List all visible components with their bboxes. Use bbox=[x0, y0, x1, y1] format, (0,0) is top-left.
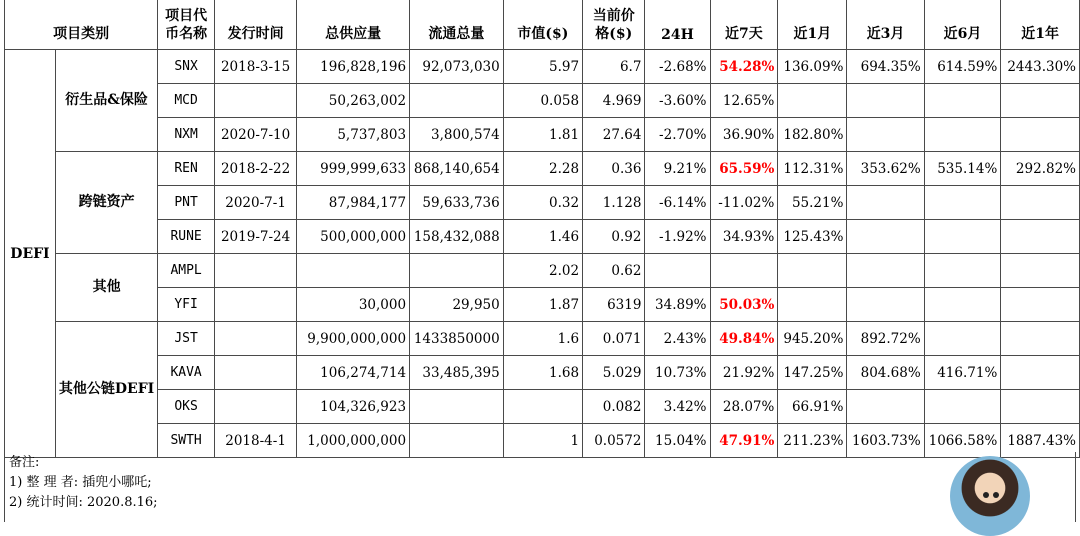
total-supply-cell: 50,263,002 bbox=[297, 84, 410, 118]
change-1y-cell bbox=[1001, 254, 1080, 288]
change-7d-cell bbox=[710, 186, 778, 220]
change-24h-cell: 9.21% bbox=[645, 152, 710, 186]
change-1m-cell: 182.80% bbox=[778, 118, 847, 152]
issue-date-cell bbox=[214, 322, 296, 356]
change-7d-cell bbox=[710, 322, 778, 356]
change-24h-cell: -6.14% bbox=[645, 186, 710, 220]
notes-title: 备注: bbox=[9, 455, 40, 470]
change-1y-cell bbox=[1001, 186, 1080, 220]
circulating-cell: 33,485,395 bbox=[410, 356, 504, 390]
group-label-cell: 其他 bbox=[55, 254, 157, 322]
price-cell: 0.36 bbox=[583, 152, 645, 186]
change-24h-cell bbox=[645, 254, 710, 288]
token-name-cell: PNT bbox=[158, 186, 215, 220]
token-name-cell: YFI bbox=[158, 288, 215, 322]
change-24h-cell: 10.73% bbox=[645, 356, 710, 390]
change-6m-cell: 535.14% bbox=[924, 152, 1001, 186]
token-name-cell: MCD bbox=[158, 84, 215, 118]
change-7d-cell bbox=[710, 118, 778, 152]
market-cap-cell: 1.46 bbox=[503, 220, 582, 254]
change-1m-cell: 55.21% bbox=[778, 186, 847, 220]
issue-date-cell bbox=[214, 390, 296, 424]
table-row bbox=[5, 390, 1080, 424]
table-row bbox=[5, 84, 1080, 118]
change-7d-value: 47.91% bbox=[719, 432, 775, 449]
change-7d-value: 65.59% bbox=[719, 160, 775, 177]
header-7d: 近7天 bbox=[710, 0, 778, 50]
group-label-cell: 衍生品&保险 bbox=[55, 50, 157, 152]
change-3m-cell bbox=[847, 220, 924, 254]
market-cap-cell: 0.058 bbox=[503, 84, 582, 118]
price-cell: 0.92 bbox=[583, 220, 645, 254]
change-7d-cell bbox=[710, 390, 778, 424]
change-7d-cell bbox=[710, 220, 778, 254]
market-cap-cell: 1.68 bbox=[503, 356, 582, 390]
change-1m-cell: 211.23% bbox=[778, 424, 847, 458]
header-total-supply: 总供应量 bbox=[297, 0, 410, 50]
change-6m-cell bbox=[924, 118, 1001, 152]
change-3m-cell: 1603.73% bbox=[847, 424, 924, 458]
change-6m-cell bbox=[924, 84, 1001, 118]
change-3m-cell bbox=[847, 390, 924, 424]
price-cell: 6319 bbox=[583, 288, 645, 322]
issue-date-cell: 2018-2-22 bbox=[214, 152, 296, 186]
issue-date-cell: 2019-7-24 bbox=[214, 220, 296, 254]
change-1m-cell bbox=[778, 254, 847, 288]
circulating-cell: 158,432,088 bbox=[410, 220, 504, 254]
total-supply-cell bbox=[297, 254, 410, 288]
change-24h-cell: 15.04% bbox=[645, 424, 710, 458]
header-market-cap: 市值($) bbox=[503, 0, 582, 50]
change-3m-cell bbox=[847, 118, 924, 152]
total-supply-cell: 87,984,177 bbox=[297, 186, 410, 220]
circulating-cell bbox=[410, 254, 504, 288]
table-row bbox=[5, 254, 1080, 288]
change-1y-cell: 292.82% bbox=[1001, 152, 1080, 186]
change-1m-cell: 125.43% bbox=[778, 220, 847, 254]
total-supply-cell: 5,737,803 bbox=[297, 118, 410, 152]
change-7d-cell bbox=[710, 50, 778, 84]
issue-date-cell: 2018-4-1 bbox=[214, 424, 296, 458]
token-name-cell: KAVA bbox=[158, 356, 215, 390]
change-6m-cell bbox=[924, 390, 1001, 424]
price-cell: 6.7 bbox=[583, 50, 645, 84]
market-cap-cell: 1 bbox=[503, 424, 582, 458]
circulating-cell: 29,950 bbox=[410, 288, 504, 322]
header-circulating: 流通总量 bbox=[410, 0, 504, 50]
change-7d-cell bbox=[710, 288, 778, 322]
change-7d-value: 36.90% bbox=[722, 126, 775, 143]
change-1y-cell bbox=[1001, 356, 1080, 390]
circulating-cell: 868,140,654 bbox=[410, 152, 504, 186]
token-name-cell: SWTH bbox=[158, 424, 215, 458]
price-cell: 0.0572 bbox=[583, 424, 645, 458]
change-24h-cell: 2.43% bbox=[645, 322, 710, 356]
change-1y-cell: 1887.43% bbox=[1001, 424, 1080, 458]
avatar-eye-right bbox=[993, 492, 999, 498]
table-row bbox=[5, 186, 1080, 220]
price-cell: 4.969 bbox=[583, 84, 645, 118]
change-7d-value: -11.02% bbox=[718, 194, 775, 211]
change-6m-cell bbox=[924, 254, 1001, 288]
change-1m-cell: 112.31% bbox=[778, 152, 847, 186]
table-row bbox=[5, 50, 1080, 84]
issue-date-cell bbox=[214, 254, 296, 288]
table-row bbox=[5, 322, 1080, 356]
change-7d-value: 12.65% bbox=[722, 92, 775, 109]
total-supply-cell: 500,000,000 bbox=[297, 220, 410, 254]
change-7d-value: 34.93% bbox=[722, 228, 775, 245]
price-cell: 5.029 bbox=[583, 356, 645, 390]
change-1y-cell bbox=[1001, 322, 1080, 356]
market-cap-cell: 1.6 bbox=[503, 322, 582, 356]
change-1m-cell: 945.20% bbox=[778, 322, 847, 356]
price-cell: 1.128 bbox=[583, 186, 645, 220]
total-supply-cell: 9,900,000,000 bbox=[297, 322, 410, 356]
change-7d-cell bbox=[710, 84, 778, 118]
change-7d-value: 49.84% bbox=[719, 330, 775, 347]
change-3m-cell: 353.62% bbox=[847, 152, 924, 186]
issue-date-cell: 2018-3-15 bbox=[214, 50, 296, 84]
header-issue-date: 发行时间 bbox=[214, 0, 296, 50]
change-6m-cell: 416.71% bbox=[924, 356, 1001, 390]
token-name-cell: REN bbox=[158, 152, 215, 186]
avatar-eye-left bbox=[983, 492, 989, 498]
change-1y-cell: 2443.30% bbox=[1001, 50, 1080, 84]
change-6m-cell: 1066.58% bbox=[924, 424, 1001, 458]
change-1y-cell bbox=[1001, 84, 1080, 118]
issue-date-cell bbox=[214, 288, 296, 322]
price-cell: 27.64 bbox=[583, 118, 645, 152]
circulating-cell: 59,633,736 bbox=[410, 186, 504, 220]
change-6m-cell bbox=[924, 322, 1001, 356]
top-category-cell: DEFI bbox=[5, 50, 56, 458]
total-supply-cell: 106,274,714 bbox=[297, 356, 410, 390]
change-6m-cell bbox=[924, 220, 1001, 254]
change-3m-cell bbox=[847, 254, 924, 288]
change-1m-cell bbox=[778, 288, 847, 322]
change-6m-cell bbox=[924, 186, 1001, 220]
header-6m: 近6月 bbox=[924, 0, 1001, 50]
change-1y-cell bbox=[1001, 288, 1080, 322]
total-supply-cell: 196,828,196 bbox=[297, 50, 410, 84]
market-cap-cell: 1.87 bbox=[503, 288, 582, 322]
header-1m: 近1月 bbox=[778, 0, 847, 50]
circulating-cell bbox=[410, 390, 504, 424]
change-7d-cell bbox=[710, 254, 778, 288]
circulating-cell: 92,073,030 bbox=[410, 50, 504, 84]
change-1y-cell bbox=[1001, 390, 1080, 424]
change-24h-cell: 34.89% bbox=[645, 288, 710, 322]
change-24h-cell: -2.68% bbox=[645, 50, 710, 84]
header-1y: 近1年 bbox=[1001, 0, 1080, 50]
author-avatar bbox=[950, 456, 1030, 536]
header-token-name: 项目代币名称 bbox=[158, 0, 215, 50]
total-supply-cell: 104,326,923 bbox=[297, 390, 410, 424]
token-name-cell: SNX bbox=[158, 50, 215, 84]
change-1y-cell bbox=[1001, 118, 1080, 152]
change-24h-cell: -2.70% bbox=[645, 118, 710, 152]
header-24h: 24H bbox=[645, 0, 710, 50]
change-1y-cell bbox=[1001, 220, 1080, 254]
table-row bbox=[5, 118, 1080, 152]
market-cap-cell bbox=[503, 390, 582, 424]
change-3m-cell: 694.35% bbox=[847, 50, 924, 84]
change-24h-cell: -3.60% bbox=[645, 84, 710, 118]
token-name-cell: JST bbox=[158, 322, 215, 356]
header-category: 项目类别 bbox=[5, 0, 158, 50]
change-7d-cell bbox=[710, 152, 778, 186]
change-7d-value: 54.28% bbox=[719, 58, 775, 75]
change-3m-cell bbox=[847, 288, 924, 322]
change-3m-cell bbox=[847, 186, 924, 220]
price-cell: 0.071 bbox=[583, 322, 645, 356]
change-1m-cell: 136.09% bbox=[778, 50, 847, 84]
total-supply-cell: 999,999,633 bbox=[297, 152, 410, 186]
total-supply-cell: 1,000,000,000 bbox=[297, 424, 410, 458]
notes-line-1: 1) 整 理 者: 插兜小哪吒; bbox=[9, 475, 152, 490]
change-1m-cell: 66.91% bbox=[778, 390, 847, 424]
table-row bbox=[5, 152, 1080, 186]
header-price: 当前价格($) bbox=[583, 0, 645, 50]
change-7d-value: 50.03% bbox=[719, 296, 775, 313]
notes-line-2: 2) 统计时间: 2020.8.16; bbox=[9, 495, 158, 510]
market-cap-cell: 5.97 bbox=[503, 50, 582, 84]
issue-date-cell bbox=[214, 84, 296, 118]
table-header-row bbox=[5, 0, 1080, 50]
change-6m-cell: 614.59% bbox=[924, 50, 1001, 84]
circulating-cell bbox=[410, 84, 504, 118]
price-cell: 0.082 bbox=[583, 390, 645, 424]
table-row bbox=[5, 220, 1080, 254]
change-7d-cell bbox=[710, 356, 778, 390]
change-3m-cell: 804.68% bbox=[847, 356, 924, 390]
market-cap-cell: 1.81 bbox=[503, 118, 582, 152]
change-3m-cell bbox=[847, 84, 924, 118]
change-6m-cell bbox=[924, 288, 1001, 322]
issue-date-cell: 2020-7-10 bbox=[214, 118, 296, 152]
change-7d-value: 28.07% bbox=[722, 398, 775, 415]
header-3m: 近3月 bbox=[847, 0, 924, 50]
issue-date-cell: 2020-7-1 bbox=[214, 186, 296, 220]
group-label-cell: 跨链资产 bbox=[55, 152, 157, 254]
change-24h-cell: 3.42% bbox=[645, 390, 710, 424]
market-cap-cell: 2.28 bbox=[503, 152, 582, 186]
token-name-cell: OKS bbox=[158, 390, 215, 424]
token-name-cell: NXM bbox=[158, 118, 215, 152]
change-1m-cell bbox=[778, 84, 847, 118]
crypto-data-table bbox=[4, 0, 1080, 458]
circulating-cell: 3,800,574 bbox=[410, 118, 504, 152]
issue-date-cell bbox=[214, 356, 296, 390]
group-label-cell: 其他公链DEFI bbox=[55, 322, 157, 458]
price-cell: 0.62 bbox=[583, 254, 645, 288]
change-24h-cell: -1.92% bbox=[645, 220, 710, 254]
token-name-cell: AMPL bbox=[158, 254, 215, 288]
change-1m-cell: 147.25% bbox=[778, 356, 847, 390]
notes-section bbox=[4, 452, 1076, 522]
table-row bbox=[5, 356, 1080, 390]
market-cap-cell: 2.02 bbox=[503, 254, 582, 288]
market-cap-cell: 0.32 bbox=[503, 186, 582, 220]
token-name-cell: RUNE bbox=[158, 220, 215, 254]
total-supply-cell: 30,000 bbox=[297, 288, 410, 322]
table-row bbox=[5, 288, 1080, 322]
change-7d-value: 21.92% bbox=[722, 364, 775, 381]
change-3m-cell: 892.72% bbox=[847, 322, 924, 356]
circulating-cell: 1433850000 bbox=[410, 322, 504, 356]
